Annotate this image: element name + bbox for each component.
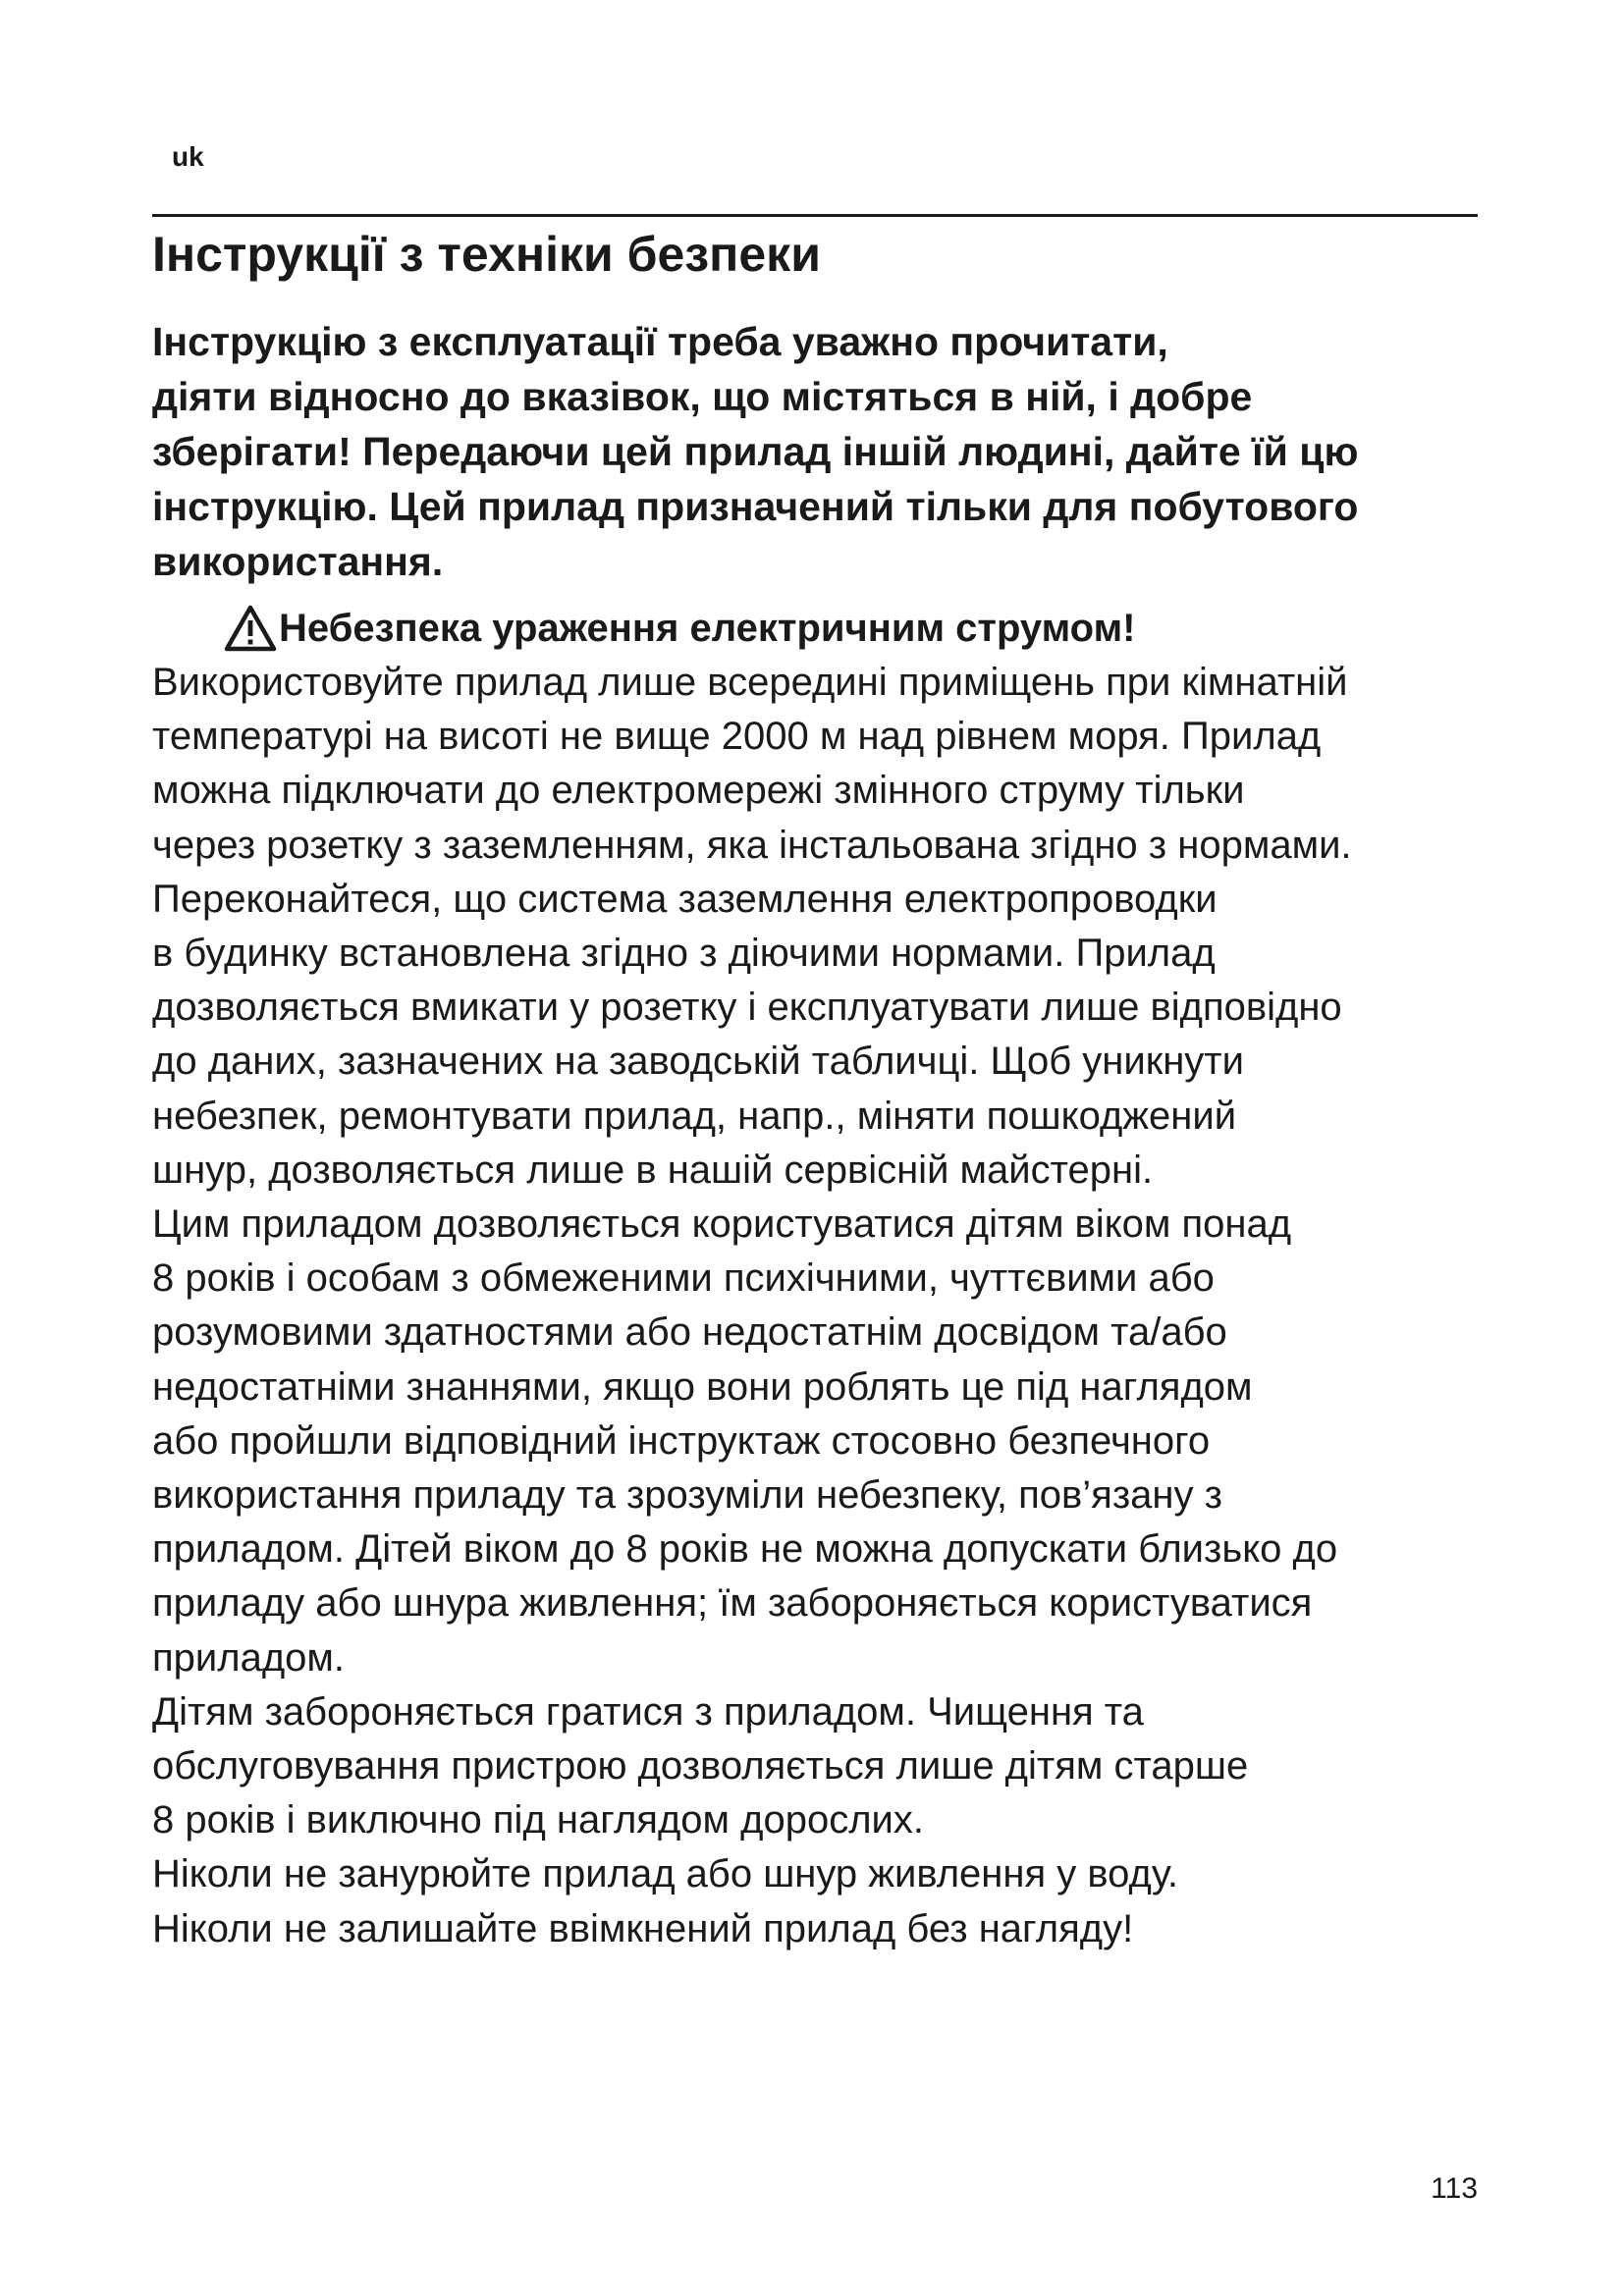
body-line: недостатніми знаннями, якщо вони роблять це під наглядом xyxy=(152,1364,1253,1409)
body-line: Переконайтеся, що система заземлення електропроводки xyxy=(152,877,1218,921)
body-line: або пройшли відповідний інструктаж стосовно безпечного xyxy=(152,1418,1211,1463)
body-line: можна підключати до електромережі змінного струму тільки xyxy=(152,769,1245,813)
intro-line: зберігати! Передаючи цей прилад іншій людині, дайте їй цю xyxy=(152,429,1359,474)
page-title: Інструкції з техніки безпеки xyxy=(152,227,821,282)
intro-line: інструкцію. Цей прилад призначений тільки для побутового xyxy=(152,484,1359,529)
body-line: Використовуйте прилад лише всередині приміщень при кімнатній xyxy=(152,661,1348,704)
page-number: 113 xyxy=(1431,2172,1478,2205)
body-line: дозволяється вмикати у розетку і експлуатувати лише відповідно xyxy=(152,986,1342,1030)
body-line: обслуговування пристрою дозволяється лише дітям старше xyxy=(152,1744,1249,1789)
body-line: 8 років і особам з обмеженими психічними, чуттєвими або xyxy=(152,1256,1215,1301)
intro-line: використання. xyxy=(152,539,444,584)
intro-paragraph xyxy=(152,314,1527,589)
body-line: 8 років і виключно під наглядом дорослих. xyxy=(152,1798,925,1842)
body-line: шнур, дозволяється лише в нашій сервісній майстерні. xyxy=(152,1148,1154,1192)
safety-body-text xyxy=(152,656,1546,1956)
body-line: приладу або шнура живлення; їм забороняється користуватися xyxy=(152,1581,1313,1626)
body-line: Ніколи не залишайте ввімкнений прилад без нагляду! xyxy=(152,1906,1134,1950)
warning-triangle-icon xyxy=(224,605,277,652)
header-rule xyxy=(152,214,1478,217)
body-line: до даних, зазначених на заводській табличці. Щоб уникнути xyxy=(152,1040,1244,1084)
intro-line: Інструкцію з експлуатації треба уважно прочитати, xyxy=(152,319,1168,364)
body-line: використання приладу та зрозуміли небезпеку, пов’язану з xyxy=(152,1473,1222,1518)
body-line: через розетку з заземленням, яка інстальована згідно з нормами. xyxy=(152,823,1352,867)
body-line: Дітям забороняється гратися з приладом. Чищення та xyxy=(152,1689,1144,1734)
intro-line: діяти відносно до вказівок, що містяться в ній, і добре xyxy=(152,374,1253,419)
body-line: Ніколи не занурюйте прилад або шнур живлення у воду. xyxy=(152,1852,1178,1896)
body-line: приладом. xyxy=(152,1635,346,1680)
body-line: температурі на висоті не вище 2000 м над рівнем моря. Прилад xyxy=(152,715,1322,759)
body-line: приладом. Дітей віком до 8 років не можна допускати близько до xyxy=(152,1527,1338,1572)
warning-heading-text: Небезпека ураження електричним струмом! xyxy=(279,607,1136,650)
warning-heading xyxy=(224,601,1136,656)
body-line: небезпек, ремонтувати прилад, напр., міняти пошкоджений xyxy=(152,1094,1237,1138)
body-line: в будинку встановлена згідно з діючими нормами. Прилад xyxy=(152,932,1216,976)
body-line: Цим приладом дозволяється користуватися дітям віком понад xyxy=(152,1202,1292,1247)
body-line: розумовими здатностями або недостатнім досвідом та/або xyxy=(152,1310,1227,1355)
language-code: uk xyxy=(172,141,204,172)
